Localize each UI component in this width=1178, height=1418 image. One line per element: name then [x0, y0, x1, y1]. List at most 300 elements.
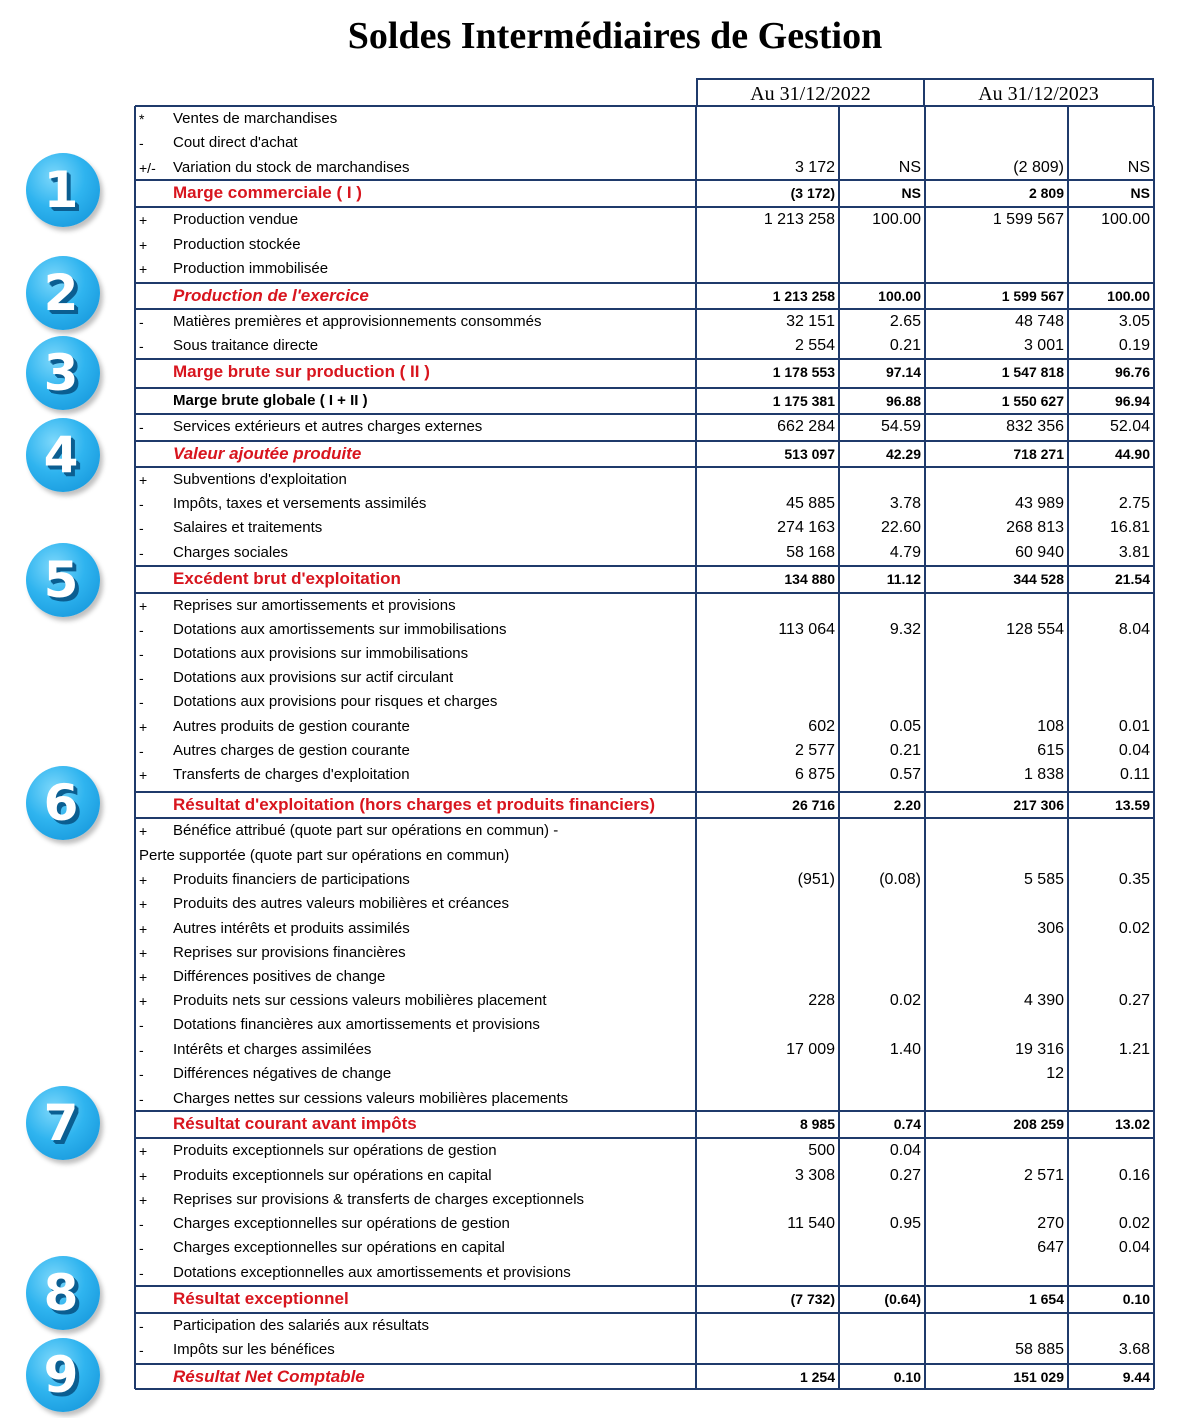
cell-b: 96.88	[885, 393, 921, 409]
cell-d	[1070, 107, 1150, 131]
cell-b: NS	[901, 185, 921, 201]
row-sign: +	[139, 823, 148, 839]
cell-a	[700, 131, 835, 155]
row-label: Reprises sur amortissements et provisions	[173, 597, 456, 614]
row-sign: -	[139, 338, 144, 354]
cell-c	[928, 1139, 1064, 1163]
cell-c: 2 809	[1028, 185, 1064, 201]
row-label: Reprises sur provisions financières	[173, 944, 406, 961]
cell-c: 1 547 818	[1001, 364, 1064, 380]
column-header-2022: Au 31/12/2022	[696, 78, 925, 106]
table-row	[0, 107, 1178, 131]
cell-b	[842, 965, 921, 989]
cell-a: 17 009	[786, 1041, 835, 1058]
row-label: Résultat d'exploitation (hors charges et produits financiers)	[173, 795, 656, 814]
row-sign: -	[139, 545, 144, 561]
cell-a	[700, 690, 835, 714]
cell-d: 96.76	[1114, 364, 1150, 380]
cell-b: 42.29	[885, 446, 921, 462]
cell-c: 832 356	[1006, 418, 1064, 435]
cell-c: 151 029	[1013, 1369, 1064, 1385]
cell-a	[700, 1188, 835, 1212]
cell-c: 647	[1037, 1239, 1064, 1256]
step-badge-6	[26, 766, 100, 840]
row-sign: -	[139, 622, 144, 638]
row-sign: -	[139, 314, 144, 330]
row-sign: -	[139, 1216, 144, 1232]
cell-b	[842, 666, 921, 690]
row-sign: -	[139, 1017, 144, 1033]
cell-b	[842, 941, 921, 965]
cell-d	[1070, 666, 1150, 690]
table-row	[0, 468, 1178, 492]
row-sign: +	[139, 212, 148, 228]
cell-a: 26 716	[792, 797, 835, 813]
cell-b: 4.79	[889, 544, 921, 561]
step-number: 5	[43, 551, 79, 609]
cell-c: 43 989	[1015, 495, 1064, 512]
cell-c	[928, 1087, 1064, 1111]
cell-c: 1 838	[1023, 766, 1064, 783]
row-label: Charges nettes sur cessions valeurs mobilières placements	[173, 1090, 569, 1107]
subtotal-row	[0, 181, 1178, 205]
table-row	[0, 594, 1178, 618]
row-sign: -	[139, 1042, 144, 1058]
cell-b	[842, 257, 921, 281]
row-sign: -	[139, 135, 144, 151]
cell-d: 0.04	[1118, 742, 1150, 759]
table-row	[0, 868, 1178, 892]
cell-b: 0.74	[893, 1116, 921, 1132]
subtotal-row	[0, 567, 1178, 591]
row-label: Matières premières et approvisionnements consommés	[173, 313, 542, 330]
row-label: Produits des autres valeurs mobilières et créances	[173, 895, 509, 912]
cell-c: 4 390	[1023, 992, 1064, 1009]
step-badge-3	[26, 336, 100, 410]
subtotal-row	[0, 284, 1178, 308]
row-label: Production de l'exercice	[173, 286, 369, 305]
row-sign: +	[139, 896, 148, 912]
cell-c	[928, 892, 1064, 916]
cell-a: 11 540	[787, 1215, 835, 1232]
table-row	[0, 257, 1178, 281]
table-row	[0, 618, 1178, 642]
cell-a: 8 985	[799, 1116, 835, 1132]
cell-a: 228	[808, 992, 835, 1009]
row-label: Production stockée	[173, 236, 301, 253]
table-row	[0, 1038, 1178, 1062]
cell-d	[1070, 642, 1150, 666]
cell-a: 6 875	[794, 766, 835, 783]
row-label: Marge commerciale ( I )	[173, 183, 362, 202]
cell-b	[842, 844, 921, 868]
page-title: Soldes Intermédiaires de Gestion	[347, 15, 883, 57]
table-row	[0, 389, 1178, 413]
cell-b	[842, 819, 921, 843]
cell-c: 217 306	[1013, 797, 1064, 813]
row-label: Excédent brut d'exploitation	[173, 569, 401, 588]
row-sign: +	[139, 767, 148, 783]
cell-d	[1070, 257, 1150, 281]
table-row	[0, 156, 1178, 180]
cell-d	[1070, 1087, 1150, 1111]
row-label: Produits nets sur cessions valeurs mobilières placement	[173, 992, 547, 1009]
cell-b: NS	[898, 159, 921, 176]
cell-b	[842, 892, 921, 916]
cell-d: 0.19	[1118, 337, 1150, 354]
cell-c	[928, 690, 1064, 714]
row-label: Différences positives de change	[173, 968, 386, 985]
cell-a	[700, 965, 835, 989]
cell-b: 2.20	[893, 797, 921, 813]
cell-c	[928, 131, 1064, 155]
cell-a: 32 151	[786, 313, 835, 330]
cell-b: 54.59	[880, 418, 921, 435]
cell-c: 1 550 627	[1001, 393, 1064, 409]
row-label: Produits exceptionnels sur opérations de gestion	[173, 1142, 497, 1159]
row-label: Valeur ajoutée produite	[173, 444, 362, 463]
cell-a: 58 168	[786, 544, 835, 561]
cell-d	[1070, 1013, 1150, 1037]
cell-b: 1.40	[889, 1041, 921, 1058]
cell-d: 3.05	[1118, 313, 1150, 330]
cell-c	[928, 642, 1064, 666]
cell-d: 0.27	[1118, 992, 1150, 1009]
cell-d	[1070, 844, 1150, 868]
cell-a	[700, 1062, 835, 1086]
row-label: Subventions d'exploitation	[173, 471, 347, 488]
cell-d	[1070, 1314, 1150, 1338]
cell-a: 2 577	[794, 742, 835, 759]
cell-c	[928, 233, 1064, 257]
cell-b: 22.60	[880, 519, 921, 536]
table-row	[0, 965, 1178, 989]
step-number: 8	[43, 1264, 79, 1322]
row-sign: -	[139, 1265, 144, 1281]
row-sign: -	[139, 520, 144, 536]
cell-c	[928, 1314, 1064, 1338]
cell-b	[842, 1013, 921, 1037]
row-label: Charges exceptionnelles sur opérations de gestion	[173, 1215, 510, 1232]
cell-d: 3.68	[1118, 1341, 1150, 1358]
cell-a	[700, 666, 835, 690]
cell-b	[842, 1236, 921, 1260]
cell-c: 268 813	[1006, 519, 1064, 536]
row-sign: +/-	[139, 160, 156, 176]
row-sign: +	[139, 945, 148, 961]
cell-c	[928, 941, 1064, 965]
cell-a: 134 880	[784, 571, 835, 587]
row-sign: +	[139, 993, 148, 1009]
cell-c: 19 316	[1015, 1041, 1064, 1058]
cell-b: 0.21	[889, 337, 921, 354]
step-number: 3	[43, 344, 79, 402]
cell-a: 662 284	[777, 418, 835, 435]
cell-c	[928, 1188, 1064, 1212]
cell-a: 1 175 381	[772, 393, 835, 409]
row-label: Résultat courant avant impôts	[173, 1114, 417, 1133]
table-row	[0, 917, 1178, 941]
row-sign: -	[139, 1091, 144, 1107]
cell-c: 60 940	[1015, 544, 1064, 561]
row-label: Intérêts et charges assimilées	[173, 1041, 372, 1058]
cell-c: 718 271	[1013, 446, 1064, 462]
cell-c: 5 585	[1023, 871, 1064, 888]
cell-b: 0.04	[889, 1142, 921, 1159]
subtotal-row	[0, 442, 1178, 466]
cell-d: NS	[1127, 159, 1150, 176]
cell-c: 344 528	[1013, 571, 1064, 587]
cell-d: 16.81	[1109, 519, 1150, 536]
cell-d	[1070, 594, 1150, 618]
row-label: Autres produits de gestion courante	[173, 718, 410, 735]
cell-a	[700, 1338, 835, 1362]
row-sign: -	[139, 670, 144, 686]
table-row	[0, 233, 1178, 257]
table-row	[0, 1236, 1178, 1260]
step-badge-2	[26, 256, 100, 330]
cell-a: (7 732)	[790, 1291, 835, 1307]
table-row	[0, 1188, 1178, 1212]
cell-b: 0.05	[889, 718, 921, 735]
table-row	[0, 666, 1178, 690]
cell-d: 8.04	[1118, 621, 1150, 638]
cell-d: 0.11	[1120, 766, 1150, 783]
cell-b: 0.02	[889, 992, 921, 1009]
row-label: Dotations aux provisions pour risques et charges	[173, 693, 498, 710]
cell-b	[842, 917, 921, 941]
cell-b	[842, 594, 921, 618]
cell-b	[842, 468, 921, 492]
subtotal-row	[0, 793, 1178, 817]
step-badge-4	[26, 418, 100, 492]
table-row	[0, 1062, 1178, 1086]
cell-a: 2 554	[794, 337, 835, 354]
cell-a	[700, 1087, 835, 1111]
cell-a: 274 163	[777, 519, 835, 536]
cell-d: 0.35	[1118, 871, 1150, 888]
cell-c: 3 001	[1023, 337, 1064, 354]
subtotal-row	[0, 360, 1178, 384]
cell-c	[928, 819, 1064, 843]
table-row	[0, 310, 1178, 334]
table-row	[0, 1164, 1178, 1188]
cell-a: 1 213 258	[763, 211, 835, 228]
cell-c	[928, 1261, 1064, 1285]
cell-b: 0.21	[889, 742, 921, 759]
subtotal-row	[0, 1112, 1178, 1136]
row-label: Dotations financières aux amortissements et provisions	[173, 1016, 540, 1033]
row-label: Dotations aux amortissements sur immobilisations	[173, 621, 507, 638]
row-label: Autres charges de gestion courante	[173, 742, 410, 759]
cell-d	[1070, 1139, 1150, 1163]
cell-c: 1 599 567	[992, 211, 1064, 228]
table-row	[0, 208, 1178, 232]
row-label: Production immobilisée	[173, 260, 329, 277]
cell-c: 2 571	[1023, 1167, 1064, 1184]
cell-d: 0.01	[1118, 718, 1150, 735]
cell-c	[928, 594, 1064, 618]
cell-b	[842, 1338, 921, 1362]
cell-c: 306	[1037, 920, 1064, 937]
row-label: Impôts, taxes et versements assimilés	[173, 495, 427, 512]
row-label: Dotations aux provisions sur immobilisations	[173, 645, 469, 662]
row-label: Dotations exceptionnelles aux amortissements et provisions	[173, 1264, 571, 1281]
row-label: Résultat exceptionnel	[173, 1289, 349, 1308]
cell-b	[842, 107, 921, 131]
row-sign: +	[139, 598, 148, 614]
row-label: Produits exceptionnels sur opérations en capital	[173, 1167, 492, 1184]
row-label: Variation du stock de marchandises	[173, 159, 410, 176]
table-row	[0, 739, 1178, 763]
cell-a	[700, 892, 835, 916]
row-label: Perte supportée (quote part sur opérations en commun)	[139, 847, 510, 864]
cell-a	[700, 1261, 835, 1285]
cell-d	[1070, 1188, 1150, 1212]
cell-d: 0.04	[1118, 1239, 1150, 1256]
cell-a	[700, 917, 835, 941]
cell-c: 270	[1037, 1215, 1064, 1232]
row-label: Production vendue	[173, 211, 299, 228]
cell-b: (0.64)	[884, 1291, 921, 1307]
cell-a: 602	[808, 718, 835, 735]
cell-a	[700, 233, 835, 257]
cell-c	[928, 1013, 1064, 1037]
cell-d	[1070, 1261, 1150, 1285]
step-number: 4	[43, 426, 79, 484]
row-sign: -	[139, 1240, 144, 1256]
step-number: 2	[43, 264, 79, 322]
table-row	[0, 492, 1178, 516]
cell-d: 0.02	[1118, 1215, 1150, 1232]
cell-c: (2 809)	[1013, 159, 1064, 176]
row-sign: -	[139, 646, 144, 662]
row-sign: -	[139, 419, 144, 435]
row-sign: +	[139, 719, 148, 735]
step-badge-5	[26, 543, 100, 617]
row-sign: +	[139, 1143, 148, 1159]
row-label: Autres intérêts et produits assimilés	[173, 920, 410, 937]
cell-b	[842, 1261, 921, 1285]
subtotal-row	[0, 1365, 1178, 1389]
row-sign: -	[139, 1318, 144, 1334]
step-badge-8	[26, 1256, 100, 1330]
cell-d: 100.00	[1101, 211, 1150, 228]
cell-d: 0.10	[1122, 1291, 1150, 1307]
cell-c	[928, 257, 1064, 281]
table-row	[0, 763, 1178, 787]
cell-a: 1 213 258	[772, 288, 835, 304]
row-sign: -	[139, 1066, 144, 1082]
cell-b	[842, 642, 921, 666]
cell-d	[1070, 131, 1150, 155]
table-row	[0, 131, 1178, 155]
cell-a	[700, 257, 835, 281]
subtotal-row	[0, 1287, 1178, 1311]
table-row	[0, 715, 1178, 739]
cell-b	[842, 1314, 921, 1338]
cell-d	[1070, 965, 1150, 989]
cell-a	[700, 819, 835, 843]
row-sign: +	[139, 921, 148, 937]
table-row	[0, 415, 1178, 439]
step-number: 6	[43, 774, 79, 832]
cell-a	[700, 594, 835, 618]
row-label: Marge brute globale ( I + II )	[173, 392, 368, 409]
table-row	[0, 819, 1178, 843]
cell-b	[842, 1188, 921, 1212]
cell-a: 1 178 553	[772, 364, 835, 380]
cell-b: 0.10	[893, 1369, 921, 1385]
cell-c: 12	[1046, 1065, 1064, 1082]
step-badge-1	[26, 153, 100, 227]
cell-b	[842, 1087, 921, 1111]
cell-a	[700, 468, 835, 492]
step-number: 1	[43, 161, 79, 219]
cell-b: 0.27	[889, 1167, 921, 1184]
row-label: Services extérieurs et autres charges externes	[173, 418, 483, 435]
row-sign: *	[139, 111, 145, 127]
cell-d: 9.44	[1122, 1369, 1150, 1385]
row-label: Cout direct d'achat	[173, 134, 298, 151]
cell-b: (0.08)	[879, 871, 921, 888]
row-sign: -	[139, 1342, 144, 1358]
cell-a: (951)	[797, 871, 835, 888]
cell-c	[928, 965, 1064, 989]
row-label: Impôts sur les bénéfices	[173, 1341, 335, 1358]
cell-a: (3 172)	[790, 185, 835, 201]
cell-b	[842, 131, 921, 155]
cell-d: 2.75	[1118, 495, 1150, 512]
row-label: Reprises sur provisions & transferts de charges exceptionnels	[173, 1191, 585, 1208]
row-label: Différences négatives de change	[173, 1065, 392, 1082]
table-row	[0, 1338, 1178, 1362]
cell-d	[1070, 468, 1150, 492]
cell-d	[1070, 1062, 1150, 1086]
cell-a: 113 064	[778, 621, 835, 638]
cell-a	[700, 1314, 835, 1338]
cell-d: NS	[1130, 185, 1150, 201]
cell-d: 44.90	[1114, 446, 1150, 462]
row-label: Charges exceptionnelles sur opérations en capital	[173, 1239, 505, 1256]
table-row	[0, 541, 1178, 565]
table-row	[0, 1212, 1178, 1236]
cell-c: 48 748	[1015, 313, 1064, 330]
row-label: Sous traitance directe	[173, 337, 319, 354]
cell-c: 108	[1037, 718, 1064, 735]
table-row	[0, 1087, 1178, 1111]
cell-b: 0.57	[889, 766, 921, 783]
row-label: Salaires et traitements	[173, 519, 323, 536]
cell-a	[700, 1013, 835, 1037]
cell-b: 100.00	[878, 288, 921, 304]
cell-c	[928, 666, 1064, 690]
step-badge-9	[26, 1338, 100, 1412]
cell-d: 0.02	[1118, 920, 1150, 937]
cell-d: 96.94	[1114, 393, 1150, 409]
row-label: Marge brute sur production ( II )	[173, 362, 430, 381]
cell-a	[700, 107, 835, 131]
cell-d	[1070, 892, 1150, 916]
cell-c: 208 259	[1013, 1116, 1064, 1132]
cell-c	[928, 107, 1064, 131]
cell-b: 2.65	[889, 313, 921, 330]
cell-a: 1 254	[799, 1369, 835, 1385]
row-sign: -	[139, 496, 144, 512]
cell-b	[842, 233, 921, 257]
row-label: Résultat Net Comptable	[173, 1367, 365, 1386]
cell-d: 100.00	[1107, 288, 1150, 304]
